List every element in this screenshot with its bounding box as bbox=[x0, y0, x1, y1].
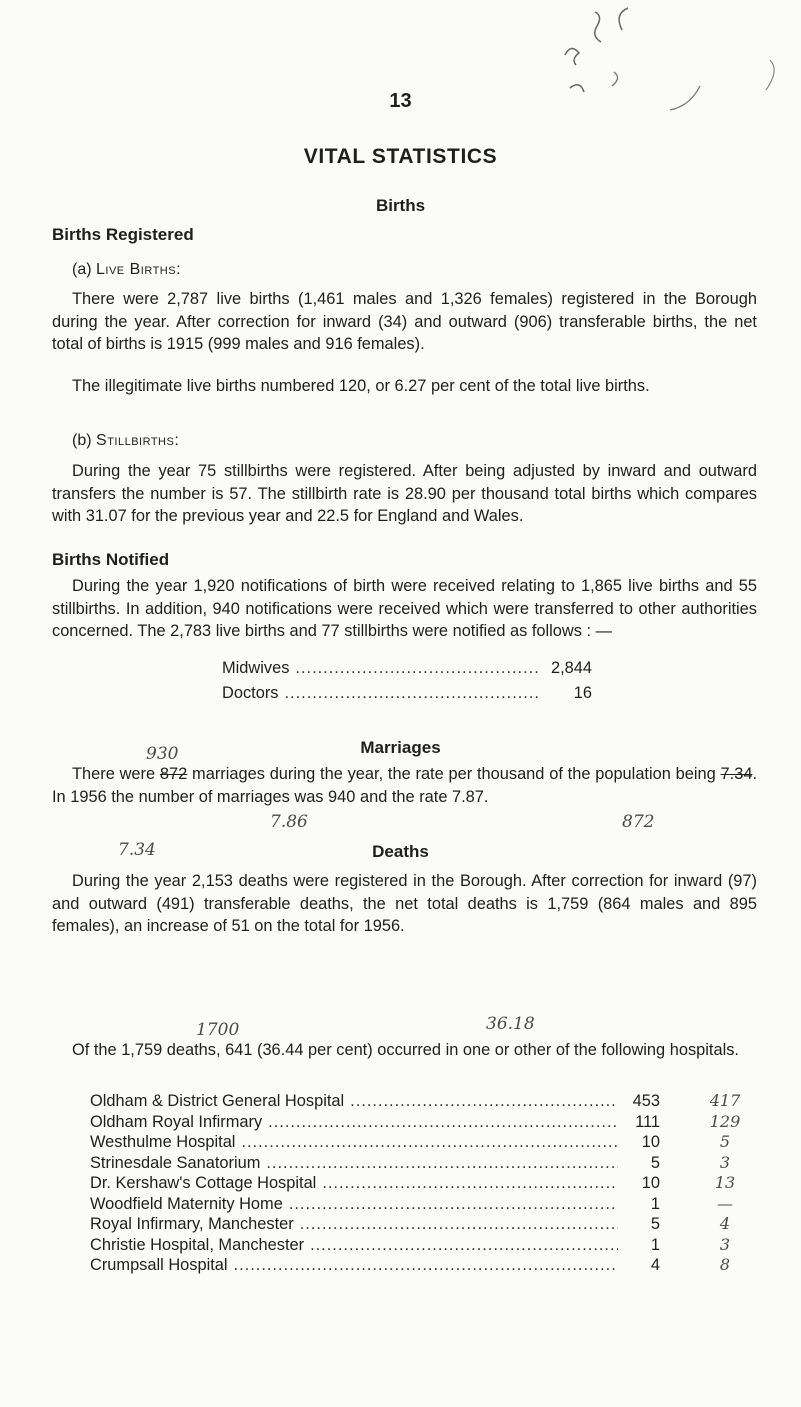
hospital-row bbox=[90, 1214, 660, 1235]
leader-dots bbox=[300, 1214, 618, 1235]
hospital-name: Royal Infirmary, Manchester bbox=[90, 1215, 294, 1233]
hospital-name: Christie Hospital, Manchester bbox=[90, 1235, 305, 1254]
leader-dots bbox=[266, 1153, 618, 1174]
live-births-label bbox=[72, 261, 181, 279]
leader-dots bbox=[241, 1132, 618, 1153]
hospital-row bbox=[90, 1153, 660, 1174]
notification-label: Midwives bbox=[222, 659, 290, 677]
handwritten-mark: — bbox=[717, 1193, 733, 1213]
hospital-deaths: 5 bbox=[650, 1215, 660, 1233]
handwritten-mark: 5 bbox=[719, 1132, 731, 1151]
page-number: 13 bbox=[389, 90, 412, 112]
births-heading: Births bbox=[375, 196, 426, 215]
hospital-name: Woodfield Maternity Home bbox=[90, 1194, 283, 1213]
handwritten-deaths-mark: 7.34 bbox=[118, 840, 156, 860]
leader-dots bbox=[289, 1194, 618, 1215]
handwritten-percent-mark: 36.18 bbox=[486, 1014, 535, 1034]
handwritten-mark: 3 bbox=[719, 1152, 731, 1172]
leader-dots bbox=[322, 1173, 618, 1194]
marriages-heading: Marriages bbox=[360, 738, 441, 757]
live-births-label-text: Live Births bbox=[96, 261, 177, 278]
hospital-name: Oldham Royal Infirmary bbox=[90, 1112, 263, 1131]
marriages-rate: 7.34 bbox=[720, 765, 753, 783]
leader-dots bbox=[234, 1255, 618, 1276]
marriages-tail: . In 1956 the number of marriages was 940 and the rate 7.87. bbox=[52, 765, 757, 806]
handwritten-rate-a: 7.86 bbox=[270, 812, 308, 832]
handwritten-column bbox=[705, 1091, 745, 1276]
hospital-row bbox=[90, 1194, 660, 1215]
stillbirths-prefix: (b) bbox=[72, 432, 92, 449]
hospital-name: Oldham & District General Hospital bbox=[90, 1092, 345, 1110]
hospital-deaths: 1 bbox=[650, 1235, 660, 1254]
leader-dots bbox=[268, 1112, 618, 1133]
hospital-deaths-paragraph: Of the 1,759 deaths, 641 (36.44 per cent) occurred in one or other of the following hospitals. bbox=[72, 1041, 739, 1059]
hospital-deaths: 1 bbox=[650, 1194, 660, 1213]
notification-row bbox=[222, 656, 592, 681]
handwritten-mark: 4 bbox=[719, 1214, 731, 1233]
live-births-suffix: : bbox=[176, 261, 181, 278]
hospital-deaths: 4 bbox=[650, 1256, 660, 1274]
deaths-paragraph: During the year 2,153 deaths were registered in the Borough. After correction for inward (97) and outward (491) transferable deaths, the net total deaths is 1,759 (864 males and 895 females), an increase of 51 on the total for 1956. bbox=[52, 872, 757, 936]
illegitimate-paragraph: The illegitimate live births numbered 120, or 6.27 per cent of the total live births. bbox=[72, 377, 650, 395]
handwritten-mark: 417 bbox=[709, 1091, 741, 1110]
marriages-count: 872 bbox=[159, 765, 188, 783]
handwritten-mark: 129 bbox=[709, 1111, 741, 1131]
handwritten-mark: 13 bbox=[714, 1173, 736, 1192]
hospital-deaths: 111 bbox=[635, 1112, 660, 1131]
hospital-row bbox=[90, 1132, 660, 1153]
hospital-row bbox=[90, 1091, 660, 1112]
stillbirths-label-text: Stillbirths bbox=[96, 432, 175, 449]
stillbirths-label bbox=[72, 432, 179, 450]
handwritten-mark: 3 bbox=[719, 1234, 731, 1254]
hospital-name: Strinesdale Sanatorium bbox=[90, 1153, 261, 1172]
marriages-mid: marriages during the year, the rate per thousand of the population being bbox=[187, 765, 721, 783]
handwritten-total-mark: 1700 bbox=[196, 1020, 240, 1040]
leader-dots bbox=[350, 1091, 618, 1112]
leader-dots bbox=[295, 656, 538, 681]
hospital-row bbox=[90, 1112, 660, 1133]
hospital-row bbox=[90, 1255, 660, 1276]
live-births-prefix: (a) bbox=[72, 261, 92, 278]
marriages-paragraph bbox=[52, 763, 757, 808]
notification-label: Doctors bbox=[222, 684, 279, 702]
handwritten-marriages-count: 930 bbox=[146, 744, 179, 764]
hospital-row bbox=[90, 1173, 660, 1194]
notifications-list bbox=[222, 656, 592, 706]
births-notified-heading: Births Notified bbox=[52, 550, 170, 569]
handwritten-mark: 8 bbox=[719, 1255, 731, 1274]
leader-dots bbox=[310, 1235, 618, 1256]
hospital-deaths: 5 bbox=[650, 1153, 660, 1172]
notification-value: 16 bbox=[573, 684, 592, 702]
hospital-name: Westhulme Hospital bbox=[90, 1133, 236, 1151]
deaths-heading: Deaths bbox=[372, 842, 429, 861]
page-title: VITAL STATISTICS bbox=[303, 145, 498, 168]
handwritten-scribble bbox=[520, 0, 800, 160]
hospital-name: Dr. Kershaw's Cottage Hospital bbox=[90, 1174, 317, 1192]
births-registered-heading: Births Registered bbox=[52, 225, 194, 244]
leader-dots bbox=[284, 681, 538, 706]
handwritten-rate-b: 872 bbox=[622, 812, 655, 832]
hospital-deaths: 10 bbox=[641, 1133, 660, 1151]
live-births-paragraph: There were 2,787 live births (1,461 males and 1,326 females) registered in the Borough during the year. After correction for inward (34) and outward (906) transferable births, the net total of births is 1915 (999 males and 916 females). bbox=[52, 290, 757, 354]
notification-value: 2,844 bbox=[550, 659, 592, 677]
hospital-list bbox=[90, 1091, 660, 1276]
hospital-name: Crumpsall Hospital bbox=[90, 1256, 228, 1274]
hospital-row bbox=[90, 1235, 660, 1256]
notification-row bbox=[222, 681, 592, 706]
hospital-deaths: 453 bbox=[632, 1092, 660, 1110]
hospital-deaths: 10 bbox=[641, 1174, 660, 1192]
births-notified-paragraph: During the year 1,920 notifications of birth were received relating to 1,865 live births and 55 stillbirths. In addition, 940 notifications were received which were transferred to other authorities concerned. The 2,783 live births and 77 stillbirths were notified as follows : — bbox=[52, 577, 757, 641]
stillbirths-paragraph: During the year 75 stillbirths were registered. After being adjusted by inward and outward transfers the number is 57. The stillbirth rate is 28.90 per thousand total births which compares with 31.07 for the previous year and 22.5 for England and Wales. bbox=[52, 462, 757, 526]
stillbirths-suffix: : bbox=[174, 432, 179, 449]
marriages-lead: There were bbox=[72, 765, 160, 783]
